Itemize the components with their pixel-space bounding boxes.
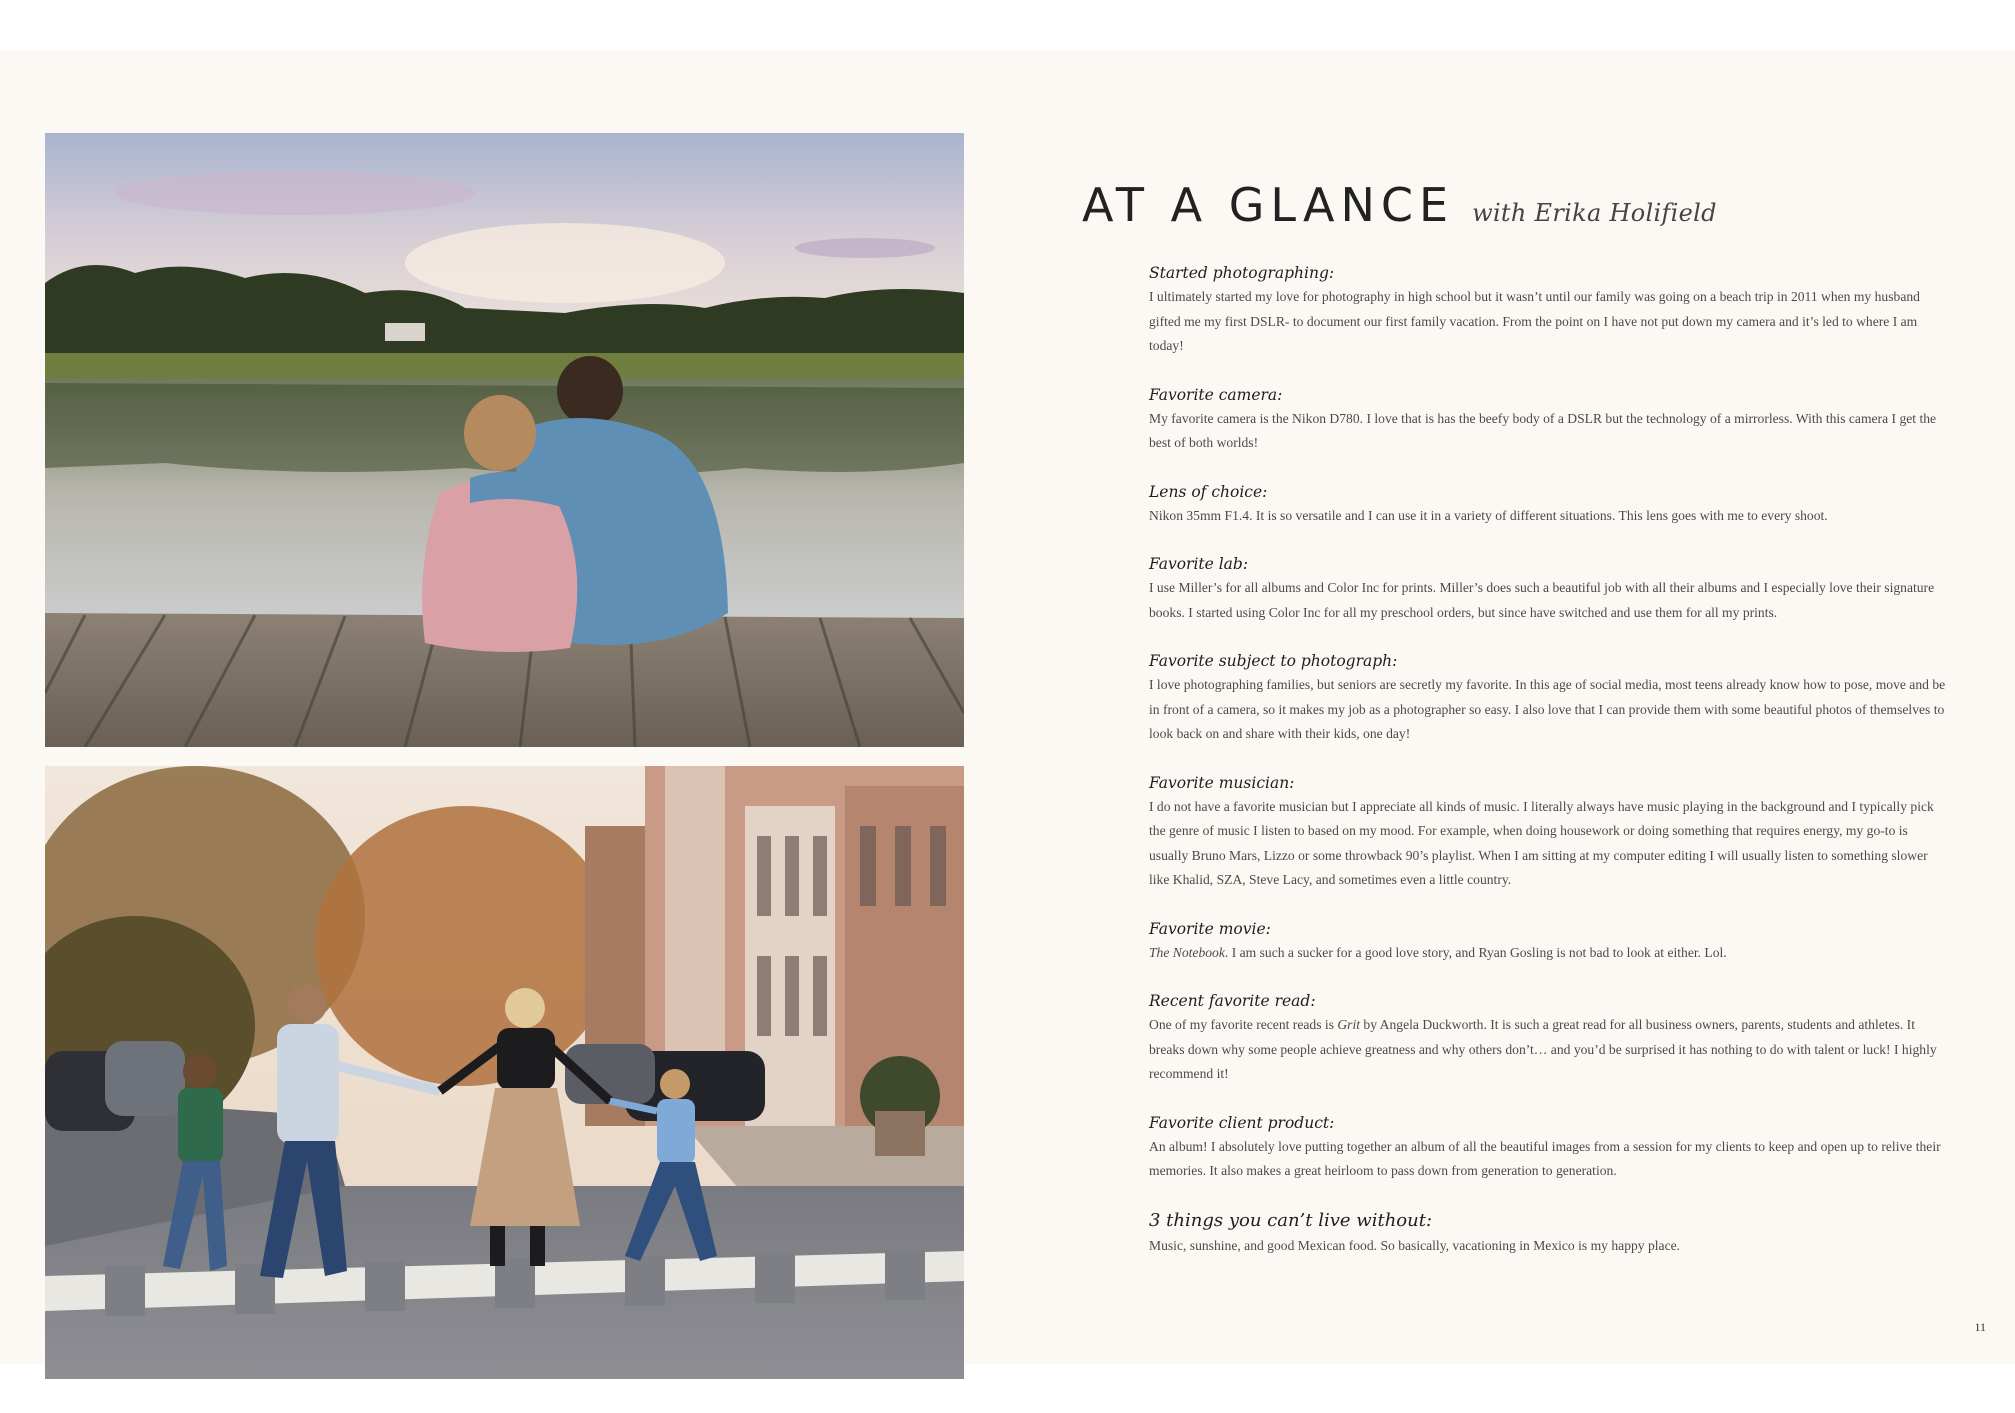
qa-answer-text: by Angela Duckworth. It is such a great read for all business owners, parents, students and athletes. It breaks down why some people achieve greatness and why others don’t… and you’d be surprised it has nothing to do with talent or luck! I highly recommend it! <box>1149 1017 1937 1081</box>
qa-question: Favorite musician: <box>1149 773 1295 792</box>
photo-family-crosswalk <box>45 766 964 1379</box>
qa-item <box>1149 990 1949 1087</box>
qa-item <box>1149 650 1949 747</box>
qa-item <box>1149 481 1949 529</box>
magazine-spread <box>0 50 2015 1364</box>
qa-question: Favorite subject to photograph: <box>1149 652 1398 670</box>
qa-question: Favorite lab: <box>1149 555 1249 573</box>
qa-question: Favorite client product: <box>1149 1113 1335 1132</box>
qa-answer: My favorite camera is the Nikon D780. I love that is has the beefy body of a DSLR but the technology of a mirrorless. With this camera I get the best of both worlds! <box>1149 410 1937 450</box>
byline: with Erika Holifield <box>1472 199 1717 227</box>
qa-answer-prefix: One of my favorite recent reads is <box>1149 1017 1338 1032</box>
qa-item <box>1149 1112 1949 1184</box>
qa-answer <box>1149 941 1949 966</box>
qa-question: Favorite camera: <box>1149 385 1283 404</box>
qa-answer: Nikon 35mm F1.4. It is so versatile and I can use it in a variety of different situations. This lens goes with me to every shoot. <box>1149 507 1828 523</box>
qa-question: Started photographing: <box>1149 264 1335 282</box>
qa-item <box>1149 918 1949 966</box>
qa-answer: I ultimately started my love for photography in high school but it wasn’t until our family was going on a beach trip in 2011 when my husband gifted me my first DSLR- to document our first family vacation. From the point on I have not put down my camera and it’s led to where I am today! <box>1149 289 1920 353</box>
qa-item <box>1149 262 1949 359</box>
qa-answer: I do not have a favorite musician but I appreciate all kinds of music. I literally always have music playing in the background and I typically pick the genre of music I listen to based on my mood. For example, when doing housework or doing something that requires energy, my go-to is usually Bruno Mars, Lizzo or some throwback 90’s playlist. When I am sitting at my computer editing I will usually listen to something slower like Khalid, SZA, Steve Lacy, and sometimes even a little country. <box>1149 798 1934 887</box>
photo-dock-lake <box>45 133 964 747</box>
qa-question: Favorite movie: <box>1149 919 1271 938</box>
qa-item <box>1149 1209 1949 1259</box>
qa-answer: I love photographing families, but seniors are secretly my favorite. In this age of social media, most teens already know how to pose, move and be in front of a camera, so it makes my job as a photographer so easy. I also love that I can provide them with some beautiful photos of themselves to look back on and share with their kids, one day! <box>1149 677 1946 741</box>
qa-answer-text: . I am such a sucker for a good love story, and Ryan Gosling is not bad to look at either. Lol. <box>1224 944 1727 960</box>
qa-item <box>1149 553 1949 625</box>
qa-answer: An album! I absolutely love putting together an album of all the beautiful images from a session for my clients to keep and open up to relive their memories. It also makes a great heirloom to pass down from generation to generation. <box>1149 1138 1941 1178</box>
page-title: AT A GLANCE <box>1082 178 1455 232</box>
qa-item <box>1149 772 1949 893</box>
qa-list <box>1149 262 1949 1283</box>
qa-question: 3 things you can’t live without: <box>1149 1209 1433 1231</box>
qa-item <box>1149 384 1949 456</box>
qa-answer <box>1149 1013 1949 1087</box>
book-title: Grit <box>1337 1017 1361 1032</box>
qa-answer: I use Miller’s for all albums and Color Inc for prints. Miller’s does such a beautiful job with all their albums and I especially love their signature books. I started using Color Inc for all my preschool orders, but since have switched and use them for all my prints. <box>1149 580 1935 620</box>
movie-title: The Notebook <box>1149 944 1225 960</box>
qa-question: Lens of choice: <box>1149 482 1268 501</box>
page-number: 11 <box>1974 1320 1986 1334</box>
qa-question: Recent favorite read: <box>1149 992 1316 1010</box>
header <box>1082 178 1717 232</box>
qa-answer: Music, sunshine, and good Mexican food. So basically, vacationing in Mexico is my happy place. <box>1149 1237 1681 1253</box>
